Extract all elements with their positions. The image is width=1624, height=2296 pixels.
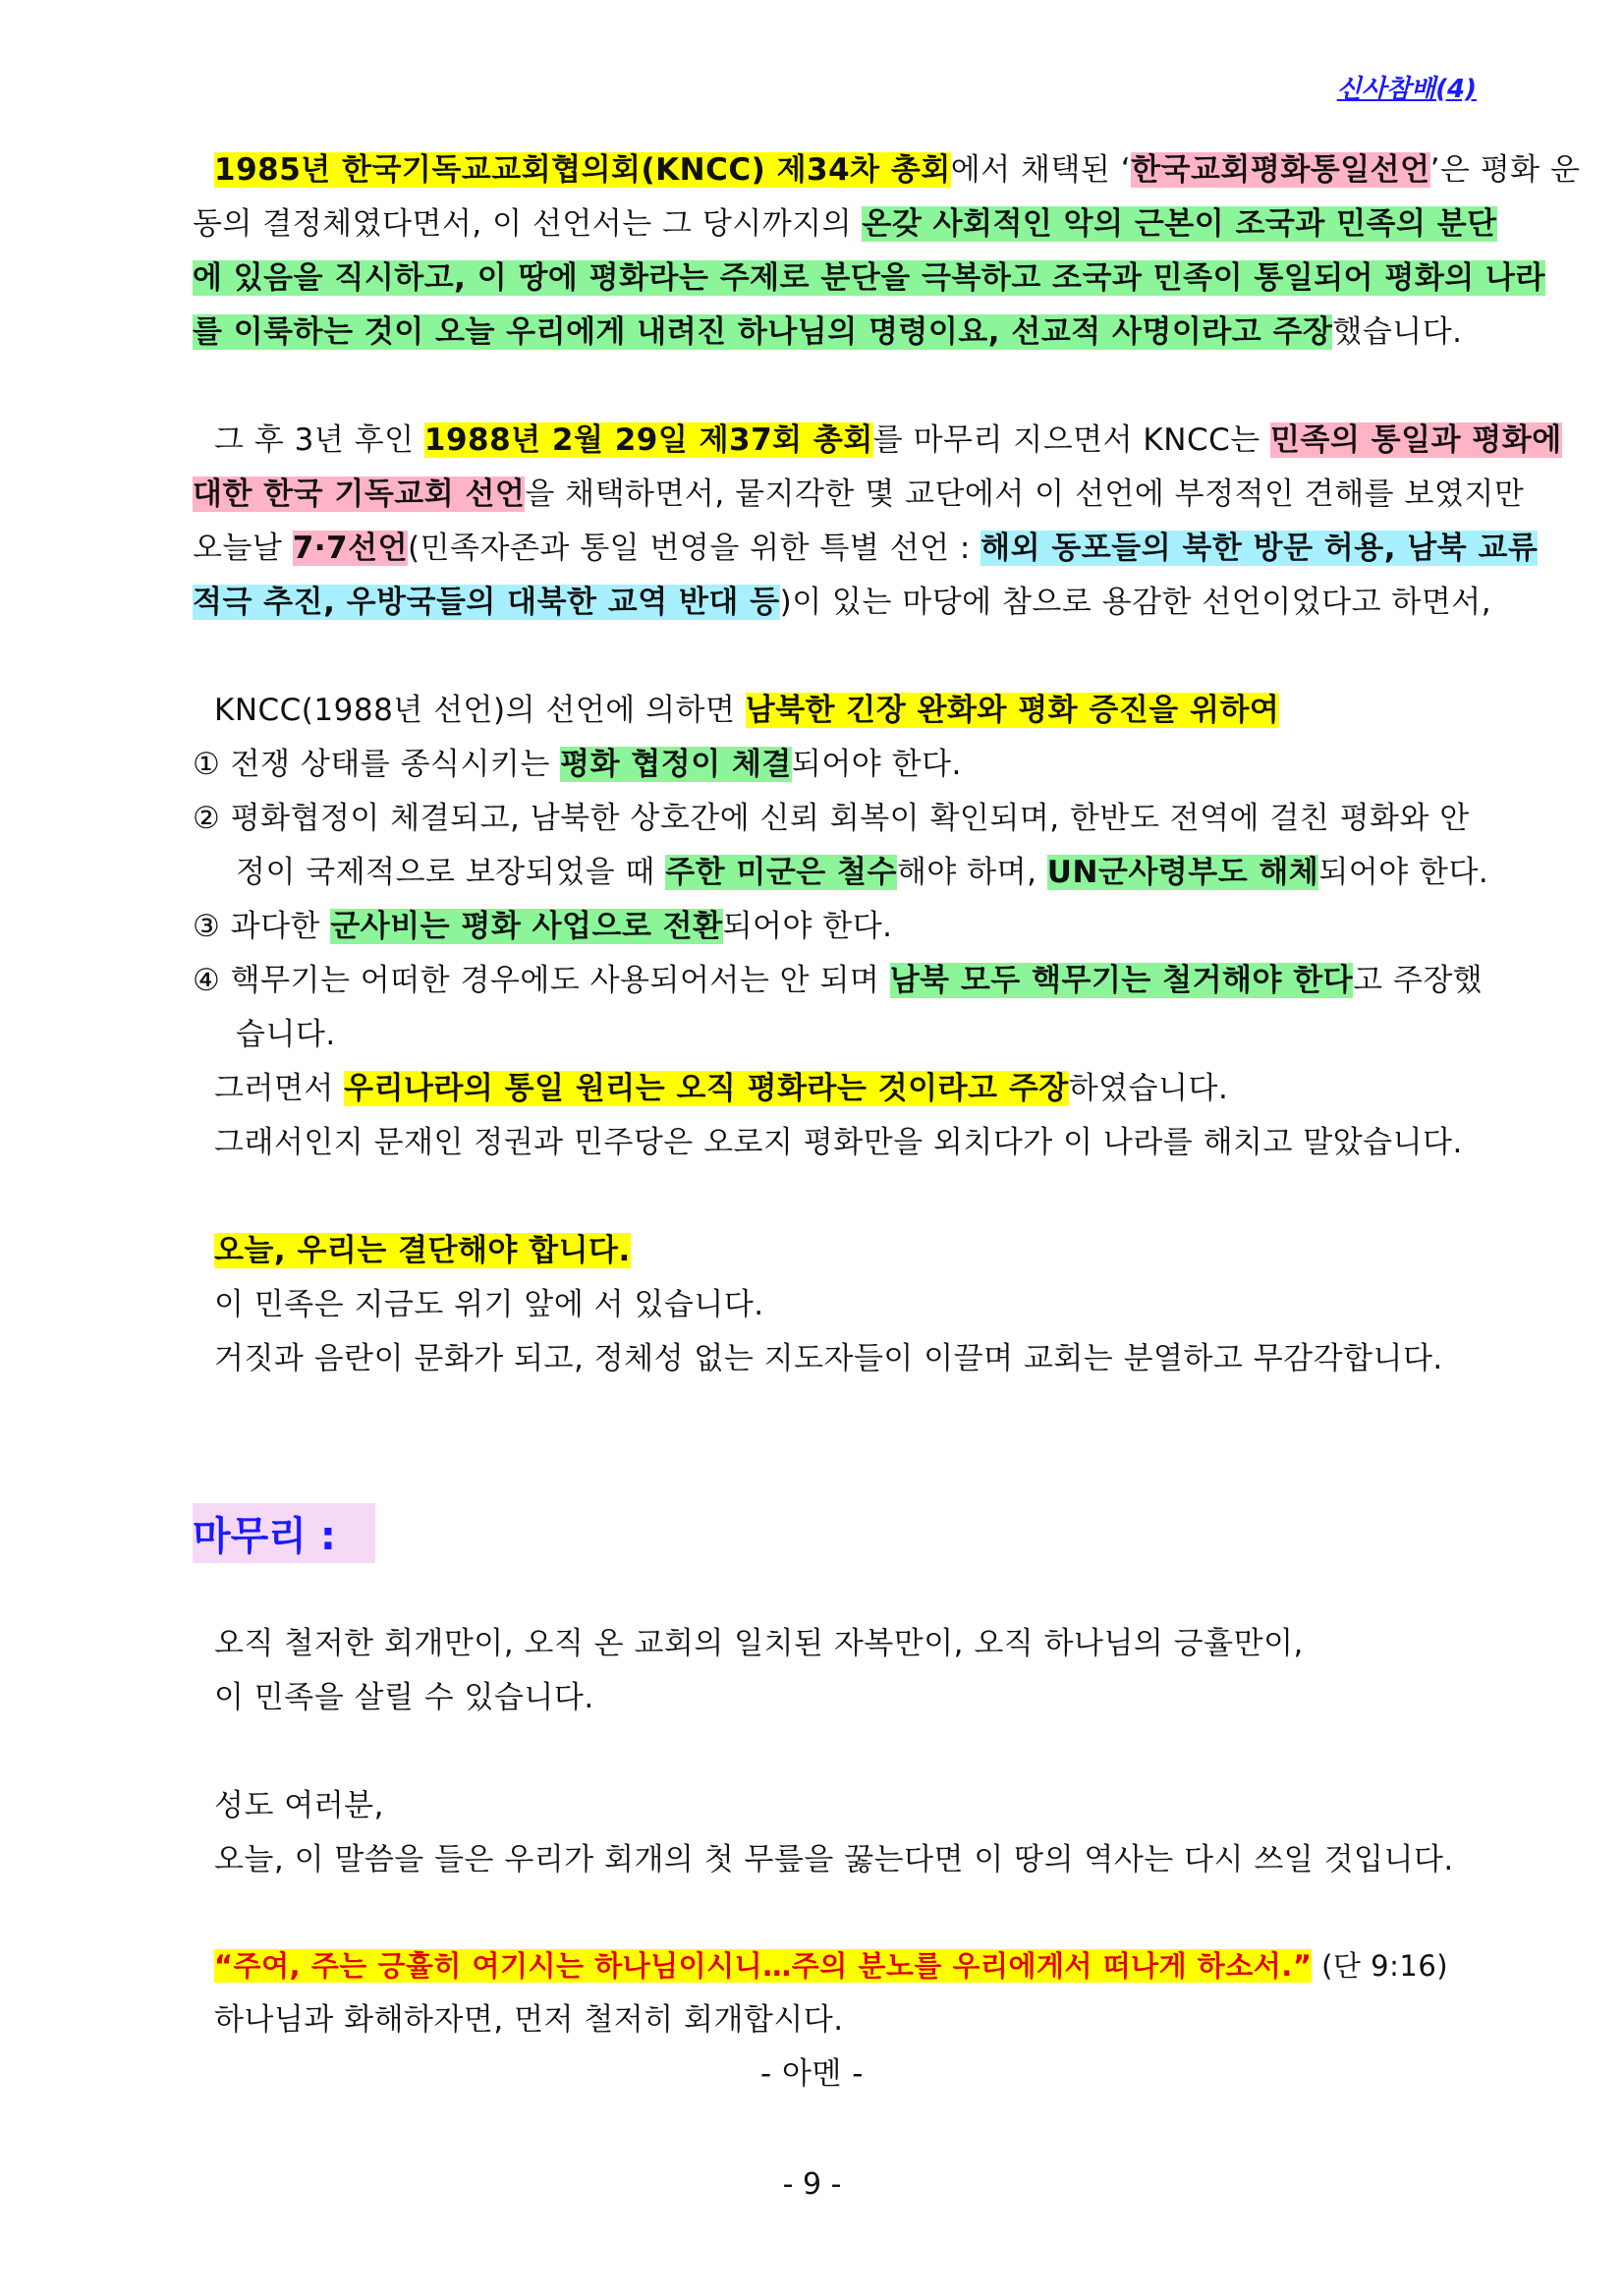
paragraph-1-line-3: 에 있음을 직시하고, 이 땅에 평화라는 주제로 분단을 극복하고 조국과 민족이 통일되어 평화의 나라	[193, 260, 1545, 296]
paragraph-1-line-4: 를 이룩하는 것이 오늘 우리에게 내려진 하나님의 명령이요, 선교적 사명이라고 주장했습니다.	[193, 314, 1463, 350]
paragraph-2-line-2: 대한 한국 기독교회 선언을 채택하면서, 뭍지각한 몇 교단에서 이 선언에 부정적인 견해를 보였지만	[193, 476, 1525, 512]
list-item-4-line-2: 습니다.	[236, 1017, 336, 1052]
conclusion-line-4: 오늘, 이 말씀을 들은 우리가 회개의 첫 무릎을 꿇는다면 이 땅의 역사는 다시 쓰일 것입니다.	[214, 1842, 1454, 1877]
page-number: - 9 -	[782, 2167, 842, 2202]
scripture-quote: “주여, 주는 긍휼히 여기시는 하나님이시니…주의 분노를 우리에게서 떠나게 하소서.” (단 9:16)	[214, 1949, 1449, 1983]
header-tag[interactable]: 신사참배(4)	[1336, 75, 1477, 104]
list-item-2-line-1: ② 평화협정이 체결되고, 남북한 상호간에 신뢰 회복이 확인되며, 한반도 전역에 걸친 평화와 안	[193, 801, 1470, 836]
paragraph-1-line-1: 1985년 한국기독교교회협의회(KNCC) 제34차 총회에서 채택된 ‘한국교회평화통일선언’은 평화 운	[214, 152, 1581, 188]
section-heading: 마무리 :	[193, 1503, 375, 1563]
paragraph-4-line-2: 이 민족은 지금도 위기 앞에 서 있습니다.	[214, 1287, 764, 1322]
list-item-4-line-1: ④ 핵무기는 어떠한 경우에도 사용되어서는 안 되며 남북 모두 핵무기는 철거해야 한다고 주장했	[193, 963, 1484, 998]
conclusion-line-1: 오직 철저한 회개만이, 오직 온 교회의 일치된 자복만이, 오직 하나님의 긍휼만이,	[214, 1626, 1304, 1661]
paragraph-2-line-4: 적극 추진, 우방국들의 대북한 교역 반대 등)이 있는 마당에 참으로 용감한 선언이었다고 하면서,	[193, 585, 1492, 620]
paragraph-3-conclusion: 그러면서 우리나라의 통일 원리는 오직 평화라는 것이라고 주장하였습니다.	[214, 1071, 1229, 1106]
conclusion-line-3: 성도 여러분,	[214, 1788, 384, 1823]
list-item-3: ③ 과다한 군사비는 평화 사업으로 전환되어야 한다.	[193, 909, 893, 944]
conclusion-line-2: 이 민족을 살릴 수 있습니다.	[214, 1680, 594, 1715]
list-item-2-line-2: 정이 국제적으로 보장되었을 때 주한 미군은 철수해야 하며, UN군사령부도 해체되어야 한다.	[236, 855, 1489, 890]
conclusion-line-5: 하나님과 화해하자면, 먼저 철저히 회개합시다.	[214, 2002, 844, 2038]
paragraph-4-line-1: 오늘, 우리는 결단해야 합니다.	[214, 1233, 631, 1268]
paragraph-2-line-3: 오늘날 7·7선언(민족자존과 통일 번영을 위한 특별 선언 : 해외 동포들의 북한 방문 허용, 남북 교류	[193, 531, 1539, 566]
amen-line: - 아멘 -	[760, 2056, 864, 2092]
paragraph-4-line-3: 거짓과 음란이 문화가 되고, 정체성 없는 지도자들이 이끌며 교회는 분열하고 무감각합니다.	[214, 1341, 1443, 1376]
list-item-1: ① 전쟁 상태를 종식시키는 평화 협정이 체결되어야 한다.	[193, 747, 962, 782]
paragraph-3-intro: KNCC(1988년 선언)의 선언에 의하면 남북한 긴장 완화와 평화 증진을 위하여	[214, 693, 1280, 728]
paragraph-3-conclusion-2: 그래서인지 문재인 정권과 민주당은 오로지 평화만을 외치다가 이 나라를 해치고 말았습니다.	[214, 1125, 1463, 1160]
paragraph-1-line-2: 동의 결정체였다면서, 이 선언서는 그 당시까지의 온갖 사회적인 악의 근본이 조국과 민족의 분단	[193, 206, 1497, 242]
paragraph-2-line-1: 그 후 3년 후인 1988년 2월 29일 제37회 총회를 마무리 지으면서 KNCC는 민족의 통일과 평화에	[214, 422, 1562, 458]
